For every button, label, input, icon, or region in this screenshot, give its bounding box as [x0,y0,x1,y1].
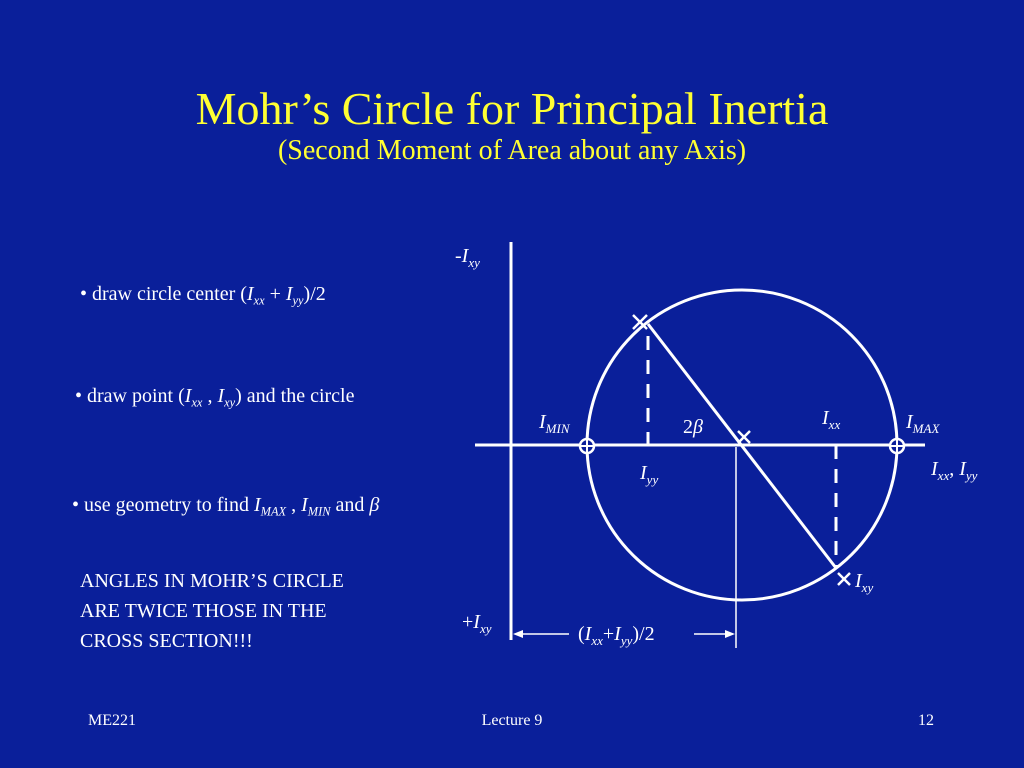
dimension-arrow-left-icon [513,630,523,638]
slide-title: Mohr’s Circle for Principal Inertia [195,83,829,134]
angle-label: 2β [683,416,703,438]
footer-lecture: Lecture 9 [481,712,543,729]
imin-label: $I_{MIN}$ [539,411,570,436]
angle-note: ANGLES IN MOHR’S CIRCLE ARE TWICE THOSE IN THE CROSS SECTION!!! [80,570,344,652]
imax-point-icon [890,439,904,453]
slide-subtitle: (Second Moment of Area about any Axis) [277,135,747,166]
bullet-circle-center: • draw circle center $(I_{xx} + I_{yy})/2$ [80,283,326,308]
axis-bottom-label: $+I_{xy}$ [462,611,492,636]
ixy-point-label: $I_{xy}$ [855,570,874,595]
axis-top-label: $-I_{xy}$ [455,245,480,270]
dimension-arrow-right-icon [725,630,735,638]
center-x-icon [738,431,750,443]
footer-page-number: 12 [918,712,934,729]
footer-course: ME221 [88,712,136,729]
imax-label: $I_{MAX}$ [906,411,940,436]
axis-right-label: $I_{xx}$, $I_{yy}$ [931,458,978,483]
bullet-use-geometry: • use geometry to find $I_{MAX}$ , $I_{MIN}$ and β [72,494,380,519]
iyy-label: $I_{yy}$ [640,462,659,487]
bullet-draw-point: • draw point ($I_{xx}$ , $I_{xy}$) and the circle [75,385,355,410]
ixx-label: $I_{xx}$ [822,407,841,432]
point-bottom-x-icon [838,573,850,585]
imin-point-icon [580,439,594,453]
center-dimension-label: $(I_{xx}+I_{yy})/2$ [578,623,655,648]
